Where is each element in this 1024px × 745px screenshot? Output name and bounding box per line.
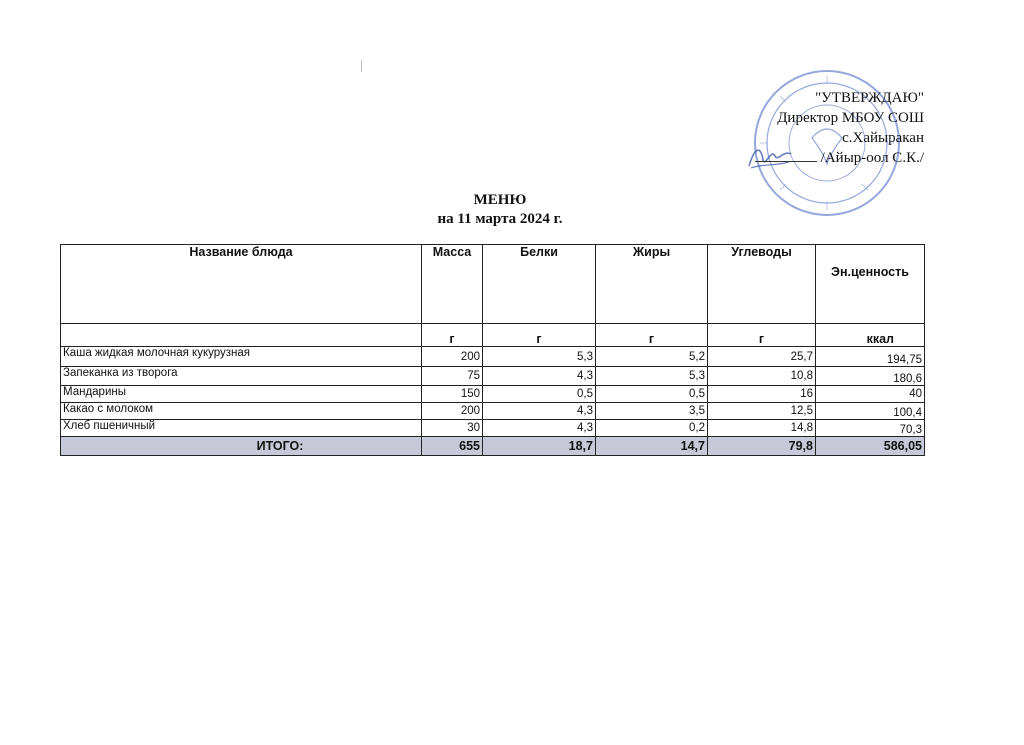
total-fat: 14,7 xyxy=(596,437,708,456)
dish-name: Каша жидкая молочная кукурузная xyxy=(61,347,422,367)
column-header-energy: Эн.ценность xyxy=(816,245,925,324)
approval-name: /Айыр-оол С.К./ xyxy=(820,150,924,166)
dish-fat: 0,5 xyxy=(596,386,708,403)
dish-protein: 4,3 xyxy=(483,420,596,437)
dish-energy: 194,75 xyxy=(816,347,925,367)
dish-carbs: 10,8 xyxy=(708,367,816,386)
dish-protein: 5,3 xyxy=(483,347,596,367)
dish-carbs: 25,7 xyxy=(708,347,816,367)
dish-name: Хлеб пшеничный xyxy=(61,420,422,437)
approval-position: Директор МБОУ СОШ xyxy=(777,110,924,126)
menu-date: на 11 марта 2024 г. xyxy=(437,211,563,227)
approval-place: с.Хайыракан xyxy=(842,130,924,146)
total-label: ИТОГО: xyxy=(61,437,422,456)
total-row xyxy=(61,437,925,456)
total-carbs: 79,8 xyxy=(708,437,816,456)
column-header-name: Название блюда xyxy=(61,245,422,324)
dish-fat: 3,5 xyxy=(596,403,708,420)
dish-name: Мандарины xyxy=(61,386,422,403)
table-row xyxy=(61,420,925,437)
table-row xyxy=(61,386,925,403)
dish-fat: 5,2 xyxy=(596,347,708,367)
dish-energy: 180,6 xyxy=(816,367,925,386)
column-header-mass: Масса xyxy=(422,245,483,324)
dish-fat: 5,3 xyxy=(596,367,708,386)
approval-title: "УТВЕРЖДАЮ" xyxy=(815,90,924,106)
dish-fat: 0,2 xyxy=(596,420,708,437)
header-row xyxy=(61,245,925,324)
menu-table xyxy=(60,244,925,456)
dish-mass: 200 xyxy=(422,347,483,367)
unit-cell: г xyxy=(708,324,816,347)
table-row xyxy=(61,347,925,367)
table-row xyxy=(61,403,925,420)
dish-energy: 40 xyxy=(816,386,925,403)
approval-signature-line xyxy=(684,148,924,168)
unit-cell: ккал xyxy=(816,324,925,347)
dish-energy: 70,3 xyxy=(816,420,925,437)
scan-mark xyxy=(361,60,366,72)
dish-carbs: 14,8 xyxy=(708,420,816,437)
dish-energy: 100,4 xyxy=(816,403,925,420)
column-header-carbs: Углеводы xyxy=(708,245,816,324)
dish-name: Запеканка из творога xyxy=(61,367,422,386)
dish-mass: 150 xyxy=(422,386,483,403)
column-header-protein: Белки xyxy=(483,245,596,324)
dish-protein: 0,5 xyxy=(483,386,596,403)
unit-cell: г xyxy=(596,324,708,347)
approval-block xyxy=(684,88,924,168)
dish-protein: 4,3 xyxy=(483,367,596,386)
dish-carbs: 12,5 xyxy=(708,403,816,420)
units-row xyxy=(61,324,925,347)
dish-mass: 30 xyxy=(422,420,483,437)
dish-mass: 75 xyxy=(422,367,483,386)
dish-carbs: 16 xyxy=(708,386,816,403)
unit-cell: г xyxy=(483,324,596,347)
table-row xyxy=(61,367,925,386)
column-header-fat: Жиры xyxy=(596,245,708,324)
dish-name: Какао с молоком xyxy=(61,403,422,420)
unit-cell: г xyxy=(422,324,483,347)
total-protein: 18,7 xyxy=(483,437,596,456)
menu-title: МЕНЮ xyxy=(473,192,527,208)
dish-mass: 200 xyxy=(422,403,483,420)
total-mass: 655 xyxy=(422,437,483,456)
total-energy: 586,05 xyxy=(816,437,925,456)
signature-underline xyxy=(755,161,817,162)
unit-cell xyxy=(61,324,422,347)
dish-protein: 4,3 xyxy=(483,403,596,420)
